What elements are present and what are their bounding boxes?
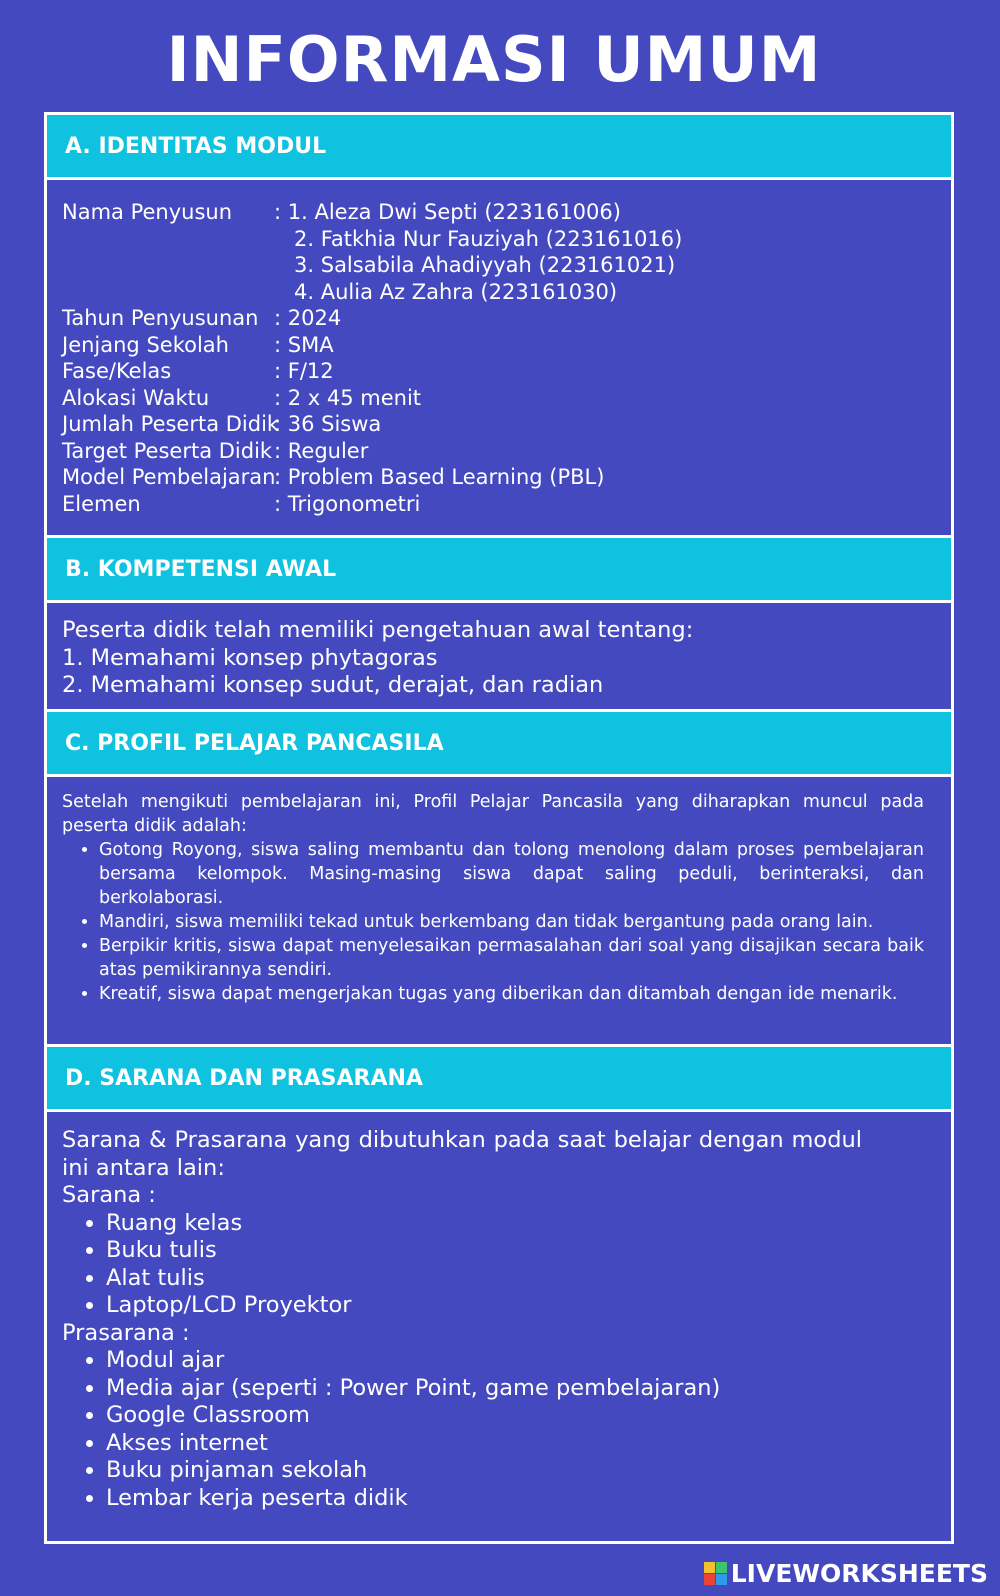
- sarana-item: • Ruang kelas: [106, 1210, 862, 1238]
- section-a-heading: A. IDENTITAS MODUL: [44, 112, 954, 180]
- info-label: Fase/Kelas: [62, 359, 172, 383]
- info-value: : 2 x 45 menit: [274, 385, 422, 410]
- info-row: [62, 385, 924, 412]
- info-row: [62, 332, 924, 359]
- info-value: : SMA: [274, 332, 334, 357]
- author-line: 2. Fatkhia Nur Fauziyah (223161016): [274, 226, 683, 251]
- prasarana-item: • Lembar kerja peserta didik: [106, 1485, 862, 1513]
- prasarana-item: • Akses internet: [106, 1430, 862, 1458]
- info-value: : Trigonometri: [274, 491, 421, 516]
- prasarana-label: Prasarana :: [62, 1319, 190, 1346]
- liveworksheets-logo-icon: [704, 1562, 727, 1585]
- section-d-body: [62, 1127, 862, 1512]
- liveworksheets-logo[interactable]: [704, 1558, 988, 1588]
- section-c-body: [62, 790, 924, 1006]
- info-value: : F/12: [274, 359, 334, 383]
- info-label: Target Peserta Didik: [62, 438, 273, 463]
- competency-item: 1. Memahami konsep phytagoras: [62, 644, 438, 671]
- competency-item: 2. Memahami konsep sudut, derajat, dan radian: [62, 672, 604, 698]
- section-c-heading: C. PROFIL PELAJAR PANCASILA: [44, 709, 954, 777]
- info-row: [62, 411, 924, 438]
- profile-item: • Kreatif, siswa dapat mengerjakan tugas yang diberikan dan ditambah dengan ide menarik.: [99, 982, 924, 1006]
- author-line: 4. Aulia Az Zahra (223161030): [274, 279, 618, 304]
- info-label: Jenjang Sekolah: [62, 332, 229, 357]
- authors-label: Nama Penyusun: [62, 200, 233, 224]
- info-row: [62, 358, 924, 385]
- sarana-list: [62, 1210, 862, 1320]
- info-label: Jumlah Peserta Didik: [62, 412, 280, 436]
- info-row: [62, 464, 924, 491]
- section-d-heading: D. SARANA DAN PRASARANA: [44, 1044, 954, 1112]
- profile-item: • Mandiri, siswa memiliki tekad untuk berkembang dan tidak bergantung pada orang lain.: [99, 910, 924, 934]
- facilities-intro: Sarana & Prasarana yang dibutuhkan pada saat belajar dengan modul ini antara lain:: [62, 1127, 862, 1181]
- info-value: : 2024: [274, 306, 342, 330]
- section-a-body: [62, 199, 924, 517]
- prasarana-item: • Media ajar (seperti : Power Point, game pembelajaran): [106, 1375, 862, 1403]
- info-label: Model Pembelajaran: [62, 465, 276, 489]
- logo-text: LIVEWORKSHEETS: [730, 1558, 988, 1588]
- info-label: Tahun Penyusunan: [62, 306, 259, 330]
- prasarana-item: • Buku pinjaman sekolah: [106, 1457, 862, 1485]
- prasarana-list: [62, 1347, 862, 1512]
- section-b-heading: B. KOMPETENSI AWAL: [44, 535, 954, 603]
- info-value: : Reguler: [274, 438, 369, 463]
- profile-item: • Berpikir kritis, siswa dapat menyelesaikan permasalahan dari soal yang disajikan secara baik atas pemikirannya sendiri.: [99, 934, 924, 982]
- info-row: [62, 491, 924, 518]
- sarana-item: • Alat tulis: [106, 1265, 862, 1293]
- authors-row: [62, 199, 924, 226]
- info-row: [62, 438, 924, 465]
- sarana-item: • Buku tulis: [106, 1237, 862, 1265]
- prasarana-item: • Google Classroom: [106, 1402, 862, 1430]
- sarana-label: Sarana :: [62, 1182, 156, 1208]
- author-line: : 1. Aleza Dwi Septi (223161006): [274, 200, 621, 224]
- profile-intro: Setelah mengikuti pembelajaran ini, Profil Pelajar Pancasila yang diharapkan muncul pada peserta didik adalah:: [62, 792, 924, 836]
- prasarana-item: • Modul ajar: [106, 1347, 862, 1375]
- info-label: Elemen: [62, 491, 141, 516]
- author-line: 3. Salsabila Ahadiyyah (223161021): [274, 253, 676, 277]
- info-value: : Problem Based Learning (PBL): [274, 465, 605, 489]
- profile-item: • Gotong Royong, siswa saling membantu dan tolong menolong dalam proses pembelajaran bersama kelompok. Masing-masing siswa dapat saling peduli, berinteraksi, dan berkolaborasi.: [99, 838, 924, 910]
- info-value: : 36 Siswa: [274, 412, 382, 436]
- competency-intro: Peserta didik telah memiliki pengetahuan awal tentang:: [62, 617, 694, 643]
- page-title: INFORMASI UMUM: [166, 23, 822, 96]
- profile-list: [62, 838, 924, 1006]
- info-row: [62, 305, 924, 332]
- info-label: Alokasi Waktu: [62, 385, 210, 410]
- section-b-body: [62, 617, 924, 700]
- sarana-item: • Laptop/LCD Proyektor: [106, 1292, 862, 1320]
